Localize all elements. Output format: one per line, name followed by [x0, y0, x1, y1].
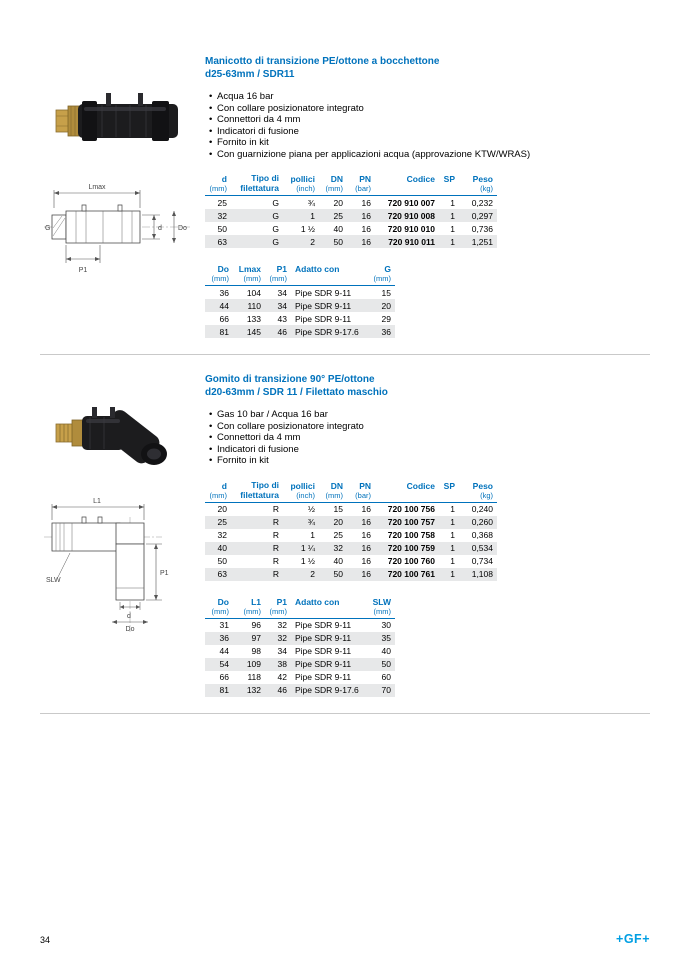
table-cell: G — [272, 197, 279, 208]
table-cell: 0,734 — [471, 556, 493, 566]
column-header: Codice — [375, 173, 439, 196]
table-cell: 32 — [277, 620, 287, 630]
table-header-row — [205, 173, 497, 196]
table-cell: Pipe SDR 9-11 — [295, 313, 352, 324]
product-photo-elbow — [54, 391, 205, 476]
table-cell: 20 — [381, 300, 391, 311]
table-cell: 720 910 010 — [387, 223, 435, 234]
table-cell: 50 — [333, 569, 343, 579]
table-row — [205, 235, 497, 248]
table-cell: 40 — [381, 646, 391, 656]
column-header: SP — [439, 480, 459, 503]
table-cell: 70 — [381, 685, 391, 695]
table-row — [205, 529, 497, 542]
table-cell: 1 ½ — [300, 223, 315, 234]
table-cell: Pipe SDR 9-11 — [295, 646, 352, 656]
table-cell: Pipe SDR 9-11 — [295, 620, 352, 630]
dim-label-d: d — [127, 613, 131, 620]
column-header: Codice — [375, 480, 439, 503]
table-header-row — [205, 597, 395, 619]
table-row — [205, 196, 497, 210]
table-row — [205, 671, 395, 684]
table-cell: 32 — [217, 530, 227, 540]
table-cell: 1 ½ — [300, 556, 315, 566]
table-cell: G — [272, 223, 279, 234]
table-cell: Pipe SDR 9-17.6 — [295, 685, 359, 695]
table-cell: 36 — [219, 287, 229, 298]
table-cell: 720 100 760 — [387, 556, 435, 566]
table-cell: 0,736 — [471, 223, 493, 234]
column-header: SLW (mm) — [365, 597, 395, 619]
bullet-item: • Connettori da 4 mm — [207, 114, 650, 126]
table-row — [205, 502, 497, 516]
table-cell: 16 — [361, 197, 371, 208]
table-cell: 40 — [333, 556, 343, 566]
table-cell: 97 — [251, 633, 261, 643]
bullet-item: • Gas 10 bar / Acqua 16 bar — [207, 409, 650, 421]
table-cell: 46 — [277, 685, 287, 695]
bullet-item: • Indicatori di fusione — [207, 126, 650, 138]
table-cell: 1,251 — [471, 236, 493, 247]
table-cell: 16 — [361, 504, 371, 514]
bullet-item: • Con collare posizionatore integrato — [207, 421, 650, 433]
section-divider — [40, 713, 650, 714]
column-header: Do (mm) — [205, 597, 233, 619]
table-cell: ½ — [307, 504, 315, 514]
product-section-elbow — [40, 373, 650, 697]
table-cell: R — [272, 517, 279, 527]
table-cell: 1,108 — [471, 569, 493, 579]
table-cell: 42 — [277, 672, 287, 682]
table-cell: ¾ — [307, 517, 315, 527]
table-cell: 1 — [450, 197, 455, 208]
table-cell: 50 — [381, 659, 391, 669]
table-cell: 25 — [217, 517, 227, 527]
table-cell: 1 — [450, 569, 455, 579]
table-cell: 145 — [246, 326, 261, 337]
table-cell: 63 — [217, 236, 227, 247]
table-cell: 25 — [217, 197, 227, 208]
table-cell: 1 — [310, 210, 315, 221]
table-row — [205, 209, 497, 222]
product-photo-coupling — [54, 89, 205, 156]
technical-drawing-elbow — [42, 492, 205, 639]
table-cell: 40 — [217, 543, 227, 553]
table-cell: 1 — [450, 223, 455, 234]
table-cell: 20 — [333, 197, 343, 208]
column-header: Adatto con — [291, 597, 365, 619]
section2-feature-list — [207, 409, 650, 467]
section2-spec-table — [205, 480, 497, 581]
column-header: L1 (mm) — [233, 597, 265, 619]
dim-label-p1: P1 — [78, 267, 88, 274]
table-cell: 1 — [450, 543, 455, 553]
table-row — [205, 645, 395, 658]
elbow-photo-graphic — [54, 391, 184, 471]
column-header: Peso (kg) — [459, 480, 497, 503]
table-cell: 0,232 — [471, 197, 493, 208]
bullet-item: • Indicatori di fusione — [207, 444, 650, 456]
gf-logo: +GF+ — [616, 932, 650, 946]
table-cell: 109 — [246, 659, 261, 669]
section2-content — [205, 373, 650, 697]
table-cell: 720 100 757 — [387, 517, 435, 527]
section-divider — [40, 354, 650, 355]
dim-label-lmax: Lmax — [88, 184, 106, 191]
table-cell: Pipe SDR 9-17.6 — [295, 326, 359, 337]
table-cell: G — [272, 210, 279, 221]
table-cell: 16 — [361, 517, 371, 527]
dim-label-l1: L1 — [93, 498, 101, 505]
section1-feature-list — [207, 91, 650, 160]
table-cell: 1 — [450, 530, 455, 540]
table-row — [205, 658, 395, 671]
table-cell: 50 — [217, 223, 227, 234]
column-header: pollici (inch) — [283, 480, 319, 503]
table-cell: 34 — [277, 300, 287, 311]
section1-content — [205, 55, 650, 338]
dim-label-slw: SLW — [46, 577, 61, 584]
bullet-item: • Con guarnizione piana per applicazioni acqua (approvazione KTW/WRAS) — [207, 149, 650, 161]
table-cell: 1 — [450, 236, 455, 247]
section1-left-column — [40, 55, 205, 338]
column-header: P1 (mm) — [265, 597, 291, 619]
table-cell: 38 — [277, 659, 287, 669]
table-row — [205, 325, 395, 338]
table-cell: 29 — [381, 313, 391, 324]
table-cell: 54 — [219, 659, 229, 669]
table-cell: 25 — [333, 530, 343, 540]
table-cell: 2 — [310, 569, 315, 579]
table-row — [205, 555, 497, 568]
table-cell: Pipe SDR 9-11 — [295, 300, 352, 311]
table-cell: 720 100 758 — [387, 530, 435, 540]
table-cell: 44 — [219, 300, 229, 311]
column-header: pollici (inch) — [283, 173, 319, 196]
table-cell: 16 — [361, 236, 371, 247]
table-cell: 16 — [361, 569, 371, 579]
section2-dimension-table — [205, 597, 395, 697]
table-cell: Pipe SDR 9-11 — [295, 672, 352, 682]
table-cell: 16 — [361, 223, 371, 234]
table-cell: 60 — [381, 672, 391, 682]
table-cell: 20 — [333, 517, 343, 527]
table-cell: R — [272, 530, 279, 540]
bullet-item: • Fornito in kit — [207, 455, 650, 467]
table-cell: 1 — [450, 210, 455, 221]
table-cell: 20 — [217, 504, 227, 514]
table-cell: 16 — [361, 543, 371, 553]
column-header: Adatto con — [291, 264, 365, 286]
table-cell: 720 910 008 — [387, 210, 435, 221]
table-row — [205, 516, 497, 529]
section1-title-line1: Manicotto di transizione PE/ottone a bocchettone — [205, 56, 440, 67]
table-cell: 133 — [246, 313, 261, 324]
table-cell: 1 — [450, 517, 455, 527]
table-cell: G — [272, 236, 279, 247]
table-header-row — [205, 264, 395, 286]
table-cell: 32 — [333, 543, 343, 553]
coupling-photo-graphic — [54, 89, 184, 151]
column-header: G (mm) — [365, 264, 395, 286]
table-cell: 98 — [251, 646, 261, 656]
table-cell: Pipe SDR 9-11 — [295, 287, 352, 298]
table-cell: 43 — [277, 313, 287, 324]
section2-title — [205, 373, 650, 399]
table-cell: R — [272, 504, 279, 514]
table-cell: 110 — [247, 300, 261, 311]
table-row — [205, 222, 497, 235]
table-cell: 1 — [450, 504, 455, 514]
column-header: d (mm) — [205, 173, 231, 196]
table-cell: 0,368 — [471, 530, 493, 540]
table-cell: 16 — [361, 530, 371, 540]
section1-title — [205, 55, 650, 81]
column-header: Do (mm) — [205, 264, 233, 286]
section1-title-line2: d25-63mm / SDR11 — [205, 69, 295, 80]
table-cell: 0,297 — [471, 210, 493, 221]
table-row — [205, 286, 395, 300]
dim-label-do: Do — [125, 626, 135, 633]
table-row — [205, 568, 497, 581]
table-cell: 50 — [333, 236, 343, 247]
column-header: P1 (mm) — [265, 264, 291, 286]
bullet-item: • Fornito in kit — [207, 137, 650, 149]
product-section-coupling — [40, 55, 650, 338]
table-cell: 25 — [333, 210, 343, 221]
table-cell: R — [272, 556, 279, 566]
table-row — [205, 542, 497, 555]
table-row — [205, 618, 395, 632]
table-cell: 81 — [219, 326, 229, 337]
column-header: Tipo di filettatura — [231, 173, 283, 196]
table-cell: 1 — [310, 530, 315, 540]
page-number: 34 — [40, 935, 51, 945]
table-cell: 44 — [219, 646, 229, 656]
table-cell: 32 — [277, 633, 287, 643]
technical-drawing-coupling — [42, 178, 205, 283]
column-header: PN (bar) — [347, 173, 375, 196]
table-row — [205, 632, 395, 645]
table-cell: 720 100 761 — [387, 569, 435, 579]
table-cell: Pipe SDR 9-11 — [295, 659, 352, 669]
table-cell: 81 — [219, 685, 229, 695]
table-cell: 96 — [251, 620, 261, 630]
table-cell: 35 — [381, 633, 391, 643]
table-cell: R — [272, 543, 279, 553]
table-cell: 118 — [247, 672, 261, 682]
table-cell: 15 — [381, 287, 391, 298]
table-cell: 1 ¼ — [300, 543, 315, 553]
section1-spec-table — [205, 173, 497, 248]
table-cell: 31 — [219, 620, 229, 630]
table-cell: 46 — [277, 326, 287, 337]
table-cell: 104 — [246, 287, 261, 298]
column-header: SP — [439, 173, 459, 196]
table-cell: 32 — [217, 210, 227, 221]
table-cell: 34 — [277, 287, 287, 298]
page-footer — [40, 932, 650, 946]
table-cell: 2 — [310, 236, 315, 247]
table-cell: 0,534 — [471, 543, 493, 553]
section2-left-column — [40, 373, 205, 697]
column-header: DN (mm) — [319, 173, 347, 196]
column-header: DN (mm) — [319, 480, 347, 503]
table-cell: 34 — [277, 646, 287, 656]
column-header: Lmax (mm) — [233, 264, 265, 286]
table-cell: 0,260 — [471, 517, 493, 527]
dim-label-d: d — [158, 225, 162, 232]
section1-dimension-table — [205, 264, 395, 338]
column-header: Peso (kg) — [459, 173, 497, 196]
table-cell: 50 — [217, 556, 227, 566]
table-cell: 132 — [246, 685, 261, 695]
table-cell: 15 — [333, 504, 343, 514]
column-header: PN (bar) — [347, 480, 375, 503]
table-cell: Pipe SDR 9-11 — [295, 633, 352, 643]
table-cell: 63 — [217, 569, 227, 579]
table-cell: 36 — [219, 633, 229, 643]
table-cell: R — [272, 569, 279, 579]
table-row — [205, 299, 395, 312]
table-cell: 30 — [381, 620, 391, 630]
table-cell: 720 100 756 — [387, 504, 435, 514]
bullet-item: • Connettori da 4 mm — [207, 432, 650, 444]
bullet-item: • Con collare posizionatore integrato — [207, 103, 650, 115]
table-cell: 720 100 759 — [387, 543, 435, 553]
table-cell: 40 — [333, 223, 343, 234]
table-cell: ¾ — [307, 197, 315, 208]
dim-label-p1: P1 — [160, 570, 169, 577]
table-cell: 66 — [219, 672, 229, 682]
table-cell: 36 — [381, 326, 391, 337]
table-cell: 16 — [361, 556, 371, 566]
column-header: d (mm) — [205, 480, 231, 503]
dim-label-g: G — [45, 225, 51, 232]
bullet-item: • Acqua 16 bar — [207, 91, 650, 103]
table-cell: 16 — [361, 210, 371, 221]
table-header-row — [205, 480, 497, 503]
table-cell: 720 910 011 — [388, 236, 435, 247]
section2-title-line1: Gomito di transizione 90° PE/ottone — [205, 374, 375, 385]
table-row — [205, 312, 395, 325]
section2-title-line2: d20-63mm / SDR 11 / Filettato maschio — [205, 387, 388, 398]
table-row — [205, 684, 395, 697]
dim-label-do: Do — [178, 225, 187, 232]
table-cell: 1 — [450, 556, 455, 566]
table-cell: 0,240 — [471, 504, 493, 514]
table-cell: 720 910 007 — [387, 197, 435, 208]
table-cell: 66 — [219, 313, 229, 324]
column-header: Tipo di filettatura — [231, 480, 283, 503]
